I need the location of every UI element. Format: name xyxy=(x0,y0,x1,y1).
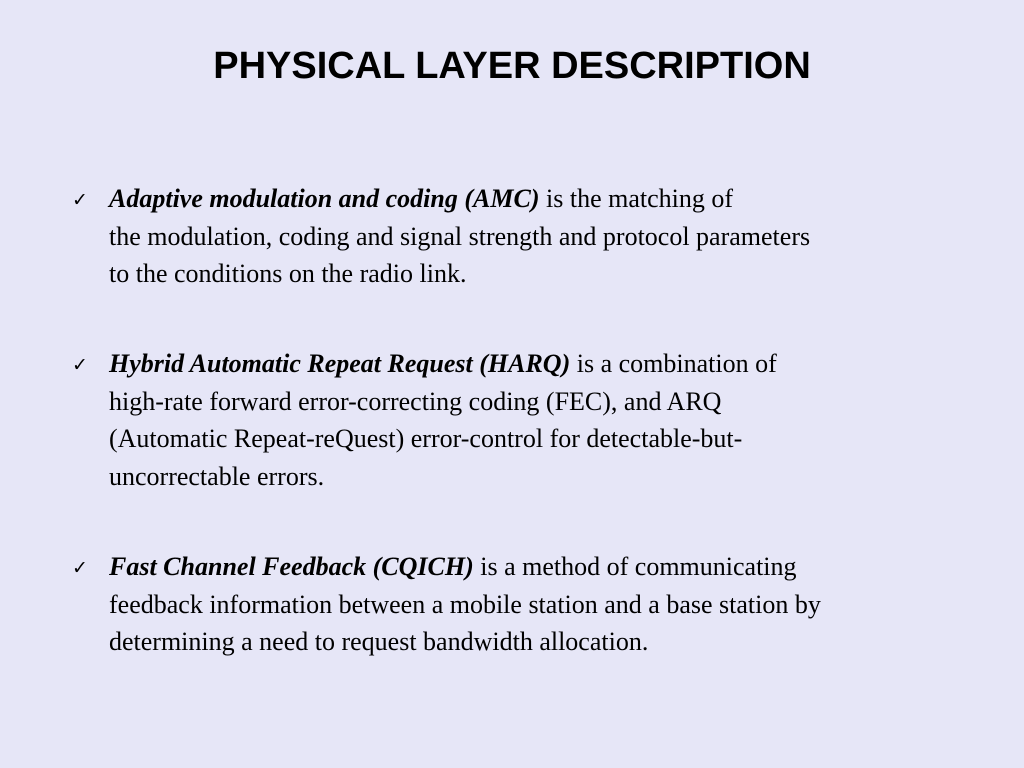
checkmark-icon: ✓ xyxy=(72,354,88,376)
page-title: PHYSICAL LAYER DESCRIPTION xyxy=(213,45,811,87)
bullet-description: is a combination of high-rate forward error-correcting coding (FEC), and ARQ (Automatic Repeat-reQuest) error-control for detectable-but- uncorrectable errors. xyxy=(109,349,777,491)
bullet-item-harq xyxy=(72,345,972,495)
bullet-text xyxy=(109,180,972,293)
bullet-text xyxy=(109,548,972,661)
bullet-term: Adaptive modulation and coding (AMC) xyxy=(109,184,540,213)
bullet-term: Fast Channel Feedback (CQICH) xyxy=(109,552,474,581)
checkmark-icon: ✓ xyxy=(72,189,88,211)
bullet-description: is the matching of the modulation, coding and signal strength and protocol parameters to the conditions on the radio link. xyxy=(109,184,811,288)
checkmark-icon: ✓ xyxy=(72,557,88,579)
bullet-description: is a method of communicating feedback information between a mobile station and a base station by determining a need to request bandwidth allocation. xyxy=(109,552,821,656)
bullet-item-cqich xyxy=(72,548,972,661)
bullet-item-amc xyxy=(72,180,972,293)
bullet-term: Hybrid Automatic Repeat Request (HARQ) xyxy=(109,349,571,378)
bullet-text xyxy=(109,345,972,495)
